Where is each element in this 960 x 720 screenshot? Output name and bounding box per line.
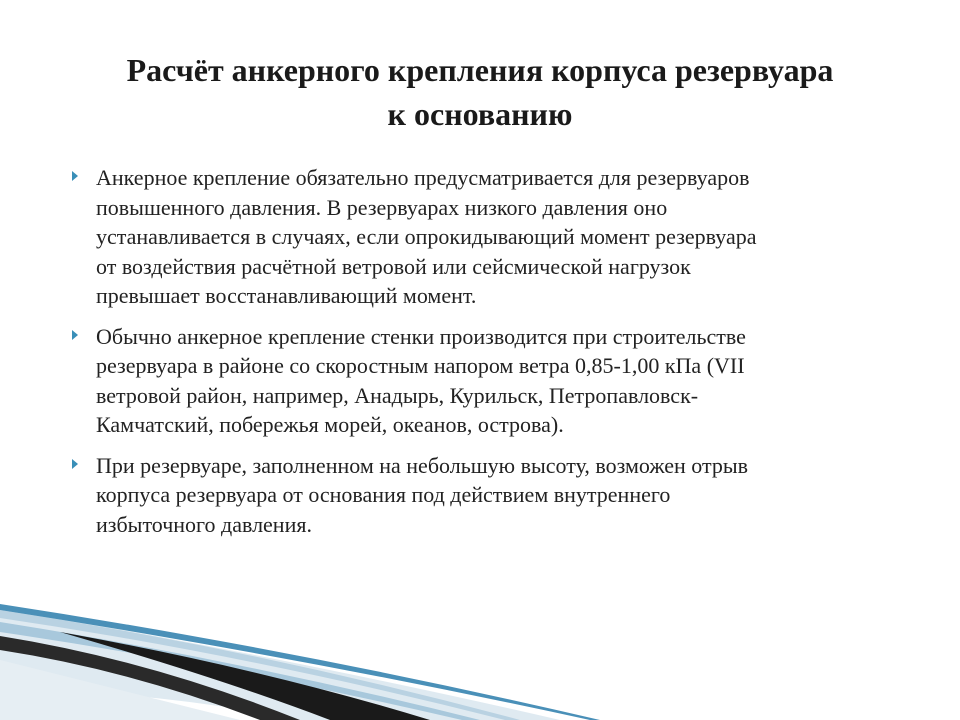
slide-title-line-1: Расчёт анкерного крепления корпуса резервуара — [126, 52, 834, 88]
bullet-item-2 — [72, 322, 912, 440]
bullet-line: превышает восстанавливающий момент. — [96, 283, 477, 308]
slide-title-line-2: к основанию — [387, 96, 573, 132]
bullet-list — [72, 163, 912, 550]
bullet-line: Камчатский, побережья морей, океанов, острова). — [96, 412, 564, 437]
bullet-item-3 — [72, 451, 912, 540]
bullet-line: от воздействия расчётной ветровой или сейсмической нагрузок — [96, 253, 691, 279]
triangle-right-icon — [72, 330, 78, 340]
triangle-right-icon — [72, 459, 78, 469]
slide-title — [40, 48, 920, 136]
bullet-line: резервуара в районе со скоростным напором ветра 0,85-1,00 кПа (VII — [96, 353, 745, 378]
bullet-line: избыточного давления. — [96, 511, 312, 537]
bullet-line: устанавливается в случаях, если опрокидывающий момент резервуара — [96, 224, 757, 249]
bullet-line: Обычно анкерное крепление стенки производится при строительстве — [96, 323, 746, 349]
bullet-line: ветровой район, например, Анадырь, Курильск, Петропавловск- — [96, 382, 699, 408]
triangle-right-icon — [72, 171, 78, 181]
bullet-line: При резервуаре, заполненном на небольшую высоту, возможен отрыв — [96, 452, 749, 478]
bullet-line: Анкерное крепление обязательно предусматривается для резервуаров — [96, 165, 750, 190]
bullet-item-1 — [72, 163, 912, 311]
bullet-line: повышенного давления. В резервуарах низкого давления оно — [96, 194, 668, 220]
bullet-line: корпуса резервуара от основания под действием внутреннего — [96, 482, 671, 507]
